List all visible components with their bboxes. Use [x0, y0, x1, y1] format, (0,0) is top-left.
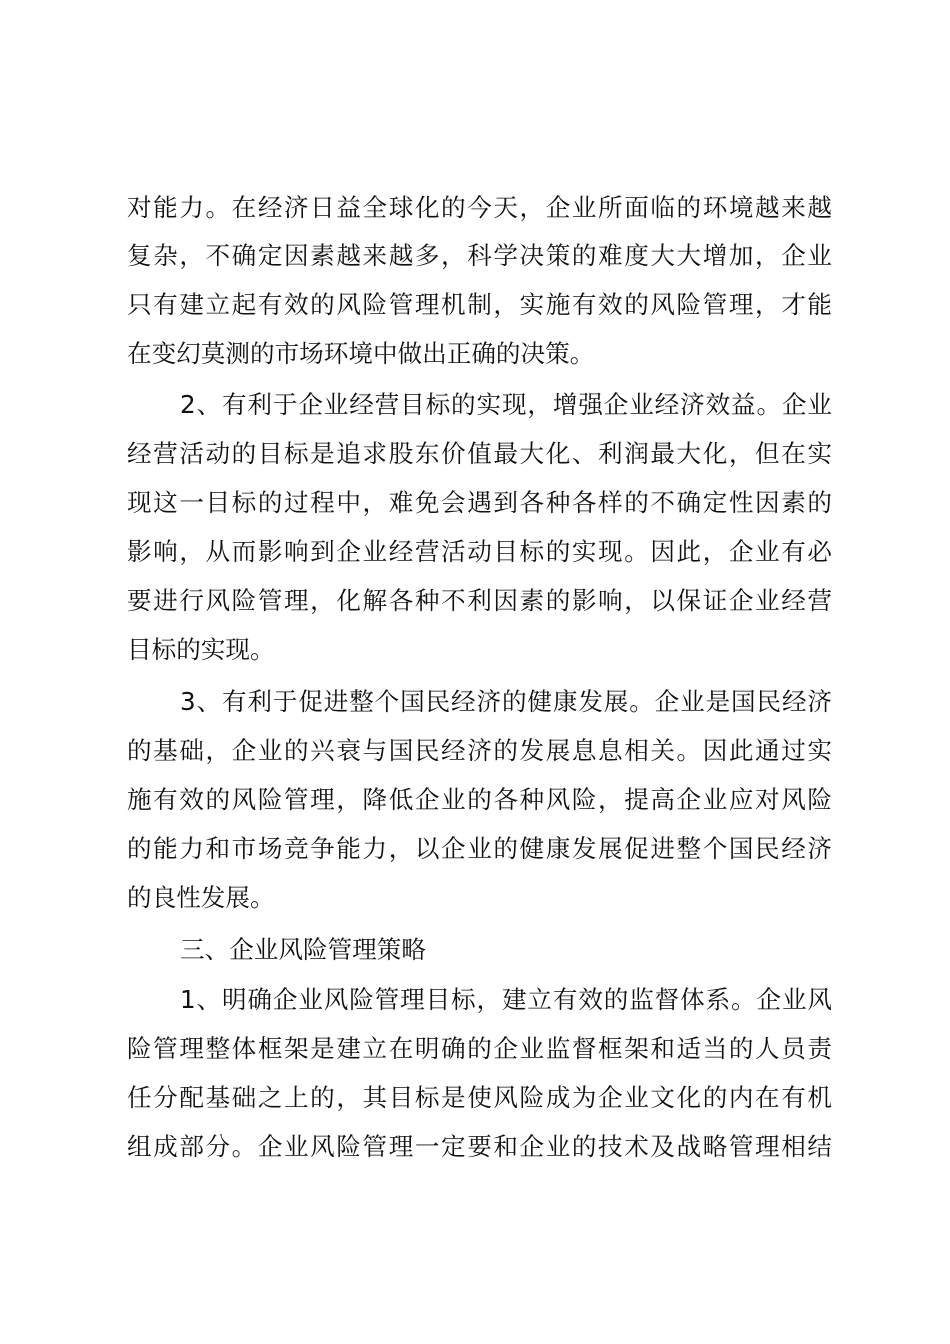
- paragraph-4-first-line: 1、明确企业风险管理目标，建立有效的监督体系。企业风: [180, 985, 832, 1014]
- text-line: 的能力和市场竞争能力，以企业的健康发展促进整个国民经济: [127, 834, 832, 863]
- text-line: 对能力。在经济日益全球化的今天，企业所面临的环境越来越: [127, 193, 832, 222]
- text-line: 现这一目标的过程中，难免会遇到各种各样的不确定性因素的: [127, 488, 832, 517]
- text-line: 在变幻莫测的市场环境中做出正确的决策。: [127, 339, 595, 368]
- text-line: 组成部分。企业风险管理一定要和企业的技术及战略管理相结: [127, 1132, 832, 1161]
- section-heading: 三、企业风险管理策略: [180, 935, 426, 964]
- text-line: 复杂，不确定因素越来越多，科学决策的难度大大增加，企业: [127, 241, 832, 270]
- text-line: 影响，从而影响到企业经营活动目标的实现。因此，企业有必: [127, 537, 832, 566]
- text-line: 的良性发展。: [127, 883, 275, 912]
- text-line: 的基础，企业的兴衰与国民经济的发展息息相关。因此通过实: [127, 736, 832, 765]
- text-line: 目标的实现。: [127, 635, 275, 664]
- text-line: 险管理整体框架是建立在明确的企业监督框架和适当的人员责: [127, 1034, 832, 1063]
- text-line: 经营活动的目标是追求股东价值最大化、利润最大化，但在实: [127, 439, 832, 468]
- text-line: 要进行风险管理，化解各种不利因素的影响，以保证企业经营: [127, 586, 832, 615]
- text-line: 施有效的风险管理，降低企业的各种风险，提高企业应对风险: [127, 785, 832, 814]
- paragraph-3-first-line: 3、有利于促进整个国民经济的健康发展。企业是国民经济: [180, 687, 832, 716]
- paragraph-2-first-line: 2、有利于企业经营目标的实现，增强企业经济效益。企业: [180, 390, 832, 419]
- text-line: 任分配基础之上的，其目标是使风险成为企业文化的内在有机: [127, 1083, 832, 1112]
- text-line: 只有建立起有效的风险管理机制，实施有效的风险管理，才能: [127, 290, 832, 319]
